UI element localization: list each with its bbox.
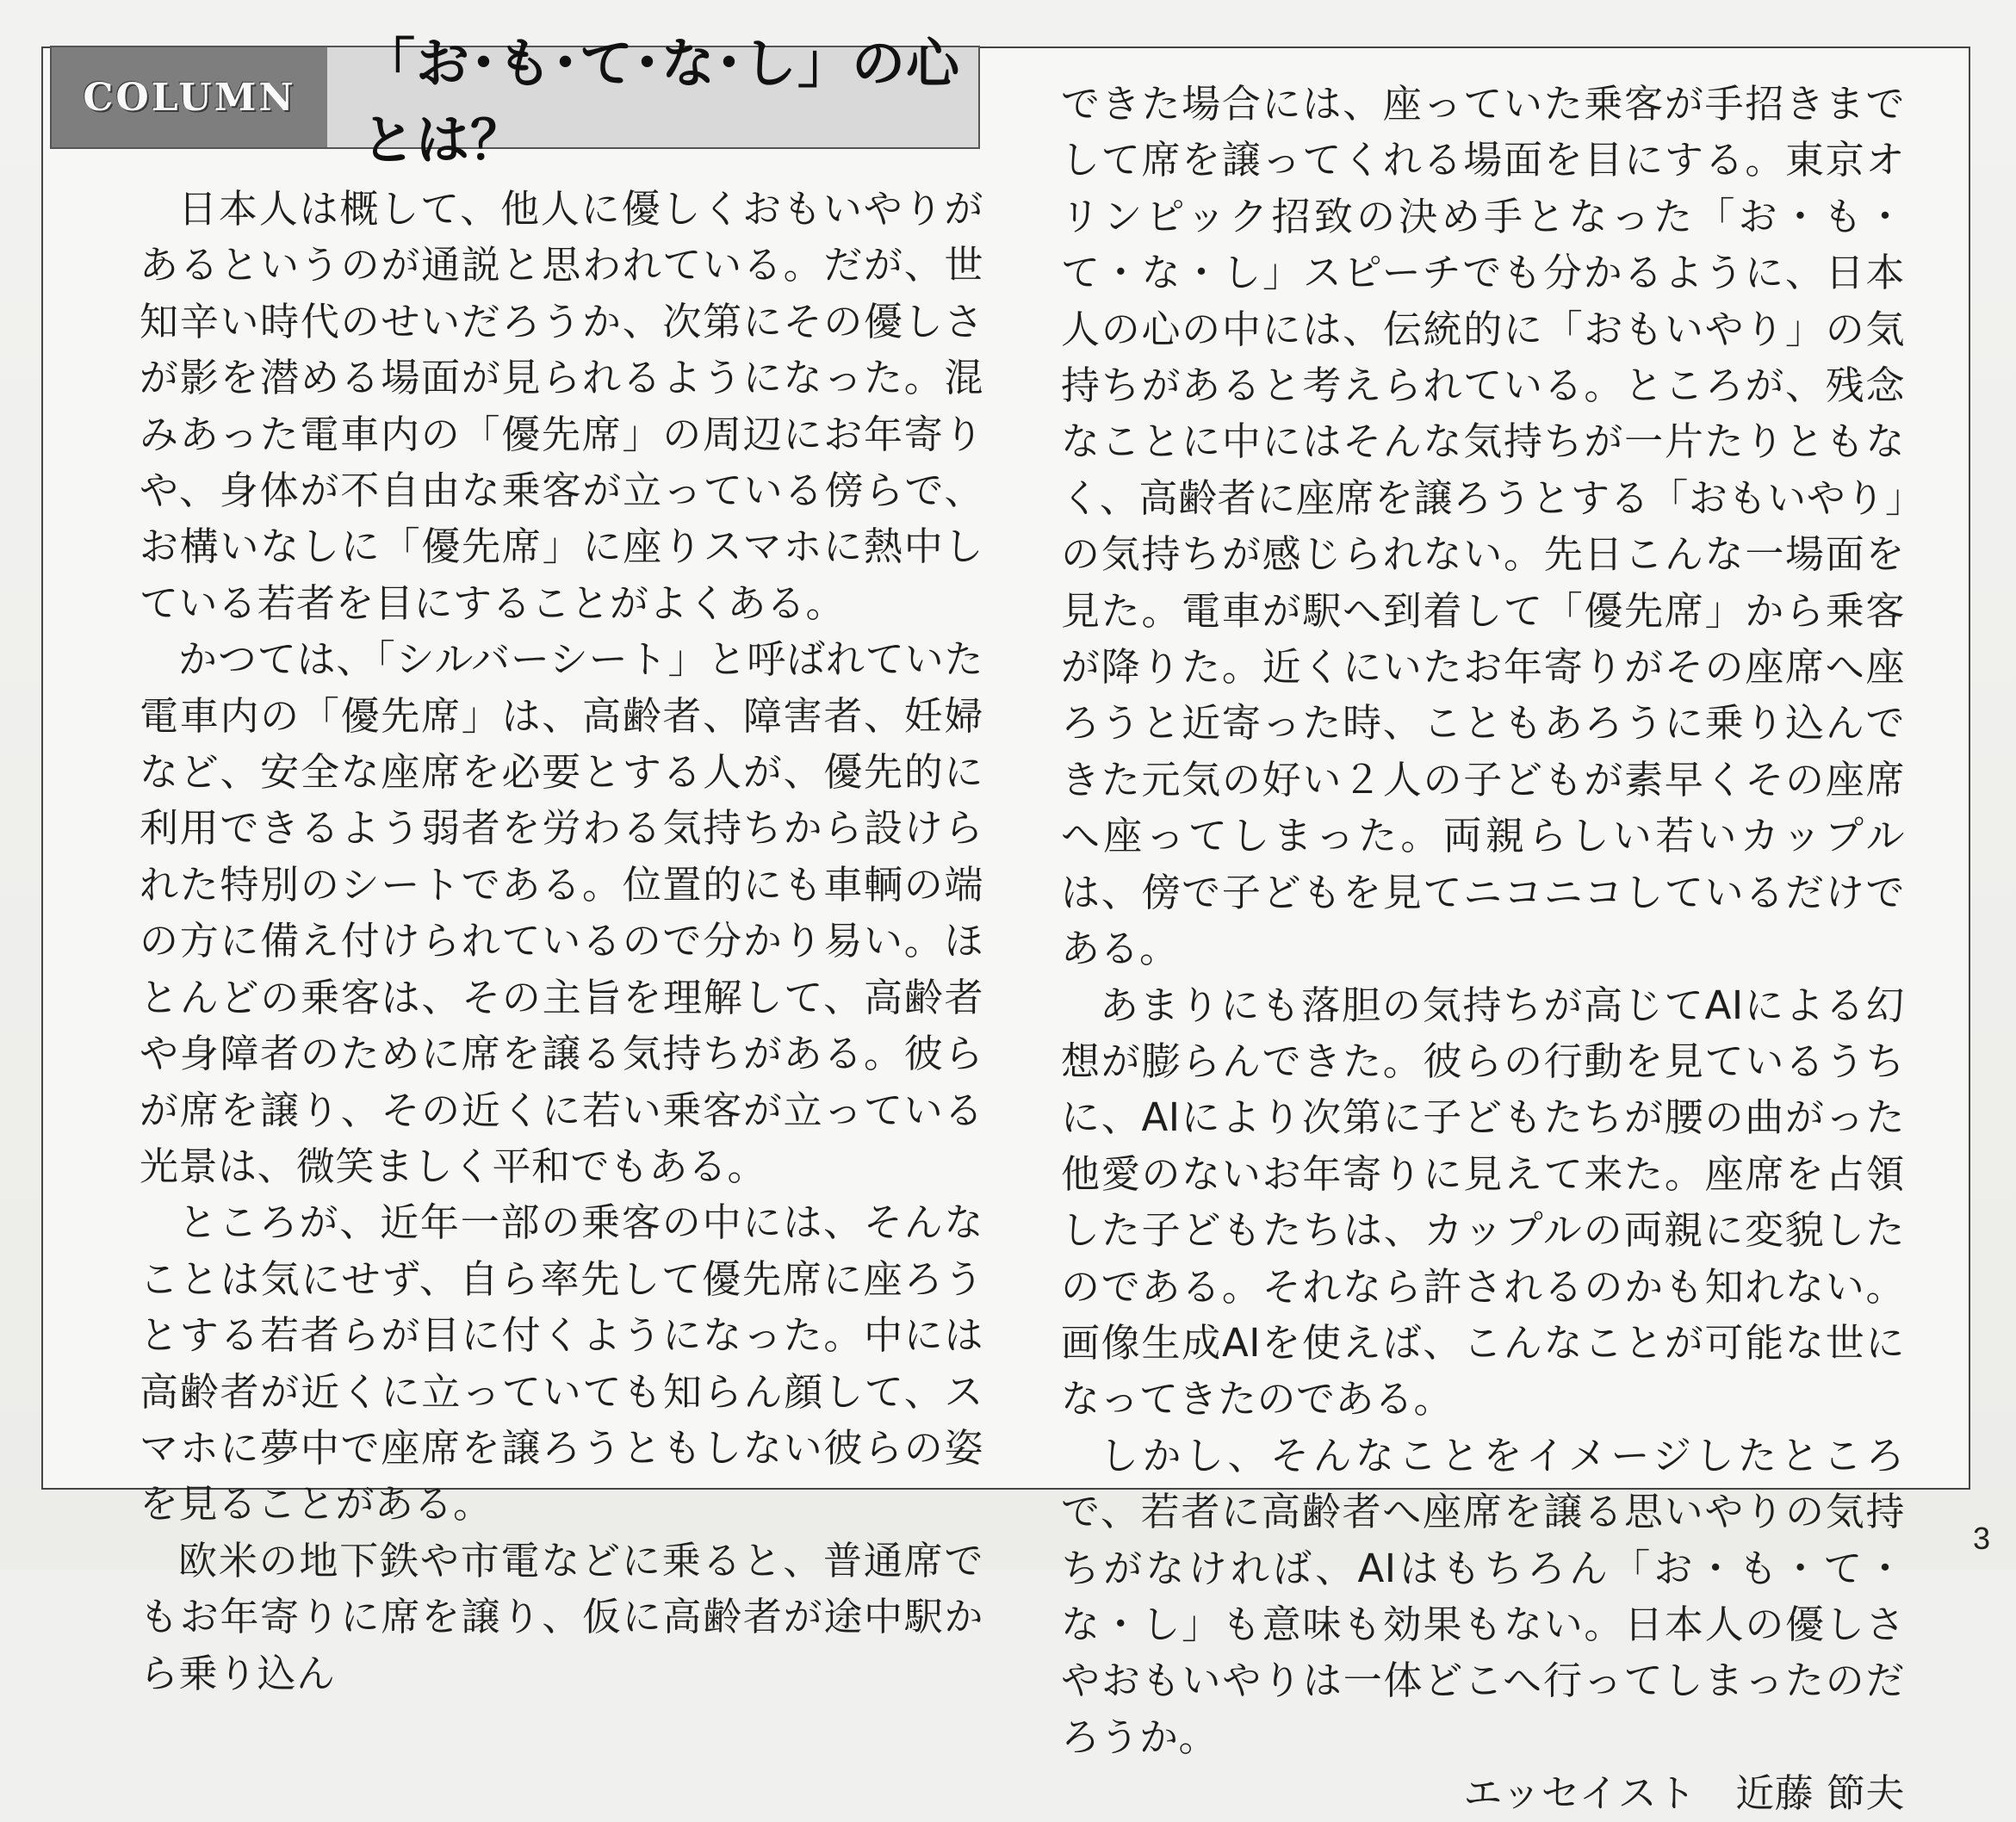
byline-row	[1061, 1765, 1905, 1821]
page-number: 3	[1972, 1521, 1990, 1556]
author-byline: エッセイスト 近藤 節夫	[1463, 1770, 1905, 1817]
column-header	[50, 32, 980, 171]
paragraph: しかし、そんなことをイメージしたところで、若者に高齢者へ座席を譲る思いやりの気持ちがなければ、AIはもちろん「お・も・て・な・し」も意味も効果もない。日本人の優しさやおもいやりは一体どこへ行ってしまったのだろうか。	[1061, 1432, 1905, 1760]
paragraph: かつては、「シルバーシート」と呼ばれていた電車内の「優先席」は、高齢者、障害者、妊婦など、安全な座席を必要とする人が、優先的に利用できるよう弱者を労わる気持ちから設けられた特別のシートである。位置的にも車輌の端の方に備え付けられているので分かり易い。ほとんどの乗客は、その主旨を理解して、高齢者や身障者のために席を譲る気持ちがある。彼らが席を譲り、その近くに若い乗客が立っている光景は、微笑ましく平和でもある。	[140, 636, 983, 1189]
paragraph: 欧米の地下鉄や市電などに乗ると、普通席でもお年寄りに席を譲り、仮に高齢者が途中駅から乗り込ん	[140, 1537, 983, 1696]
paragraph-continuation: できた場合には、座っていた乗客が手招きまでして席を譲ってくれる場面を目にする。東京オリンピック招致の決め手となった「お・も・て・な・し」スピーチでも分かるように、日本人の心の中には、伝統的に「おもいやり」の気持ちがあると考えられている。ところが、残念なことに中にはそんな気持ちが一片たりともなく、高齢者に座席を譲ろうとする「おもいやり」の気持ちが感じられない。先日こんな一場面を見た。電車が駅へ到着して「優先席」から乗客が降りた。近くにいたお年寄りがその座席へ座ろうと近寄った時、こともあろうに乗り込んできた元気の好い２人の子どもが素早くその座席へ座ってしまった。両親らしい若いカップルは、傍で子どもを見てニコニコしているだけである。	[1061, 81, 1905, 972]
paragraph: 日本人は概して、他人に優しくおもいやりがあるというのが通説と思われている。だが、世知辛い時代のせいだろうか、次第にその優しさが影を潜める場面が見られるようになった。混みあった電車内の「優先席」の周辺にお年寄りや、身体が不自由な乗客が立っている傍らで、お構いなしに「優先席」に座りスマホに熱中している若者を目にすることがよくある。	[140, 186, 983, 626]
column-tag: COLUMN	[52, 47, 327, 147]
column-title: 「お･も･て･な･し」の心とは？	[327, 47, 978, 147]
paragraph: ところが、近年一部の乗客の中には、そんなことは気にせず、自ら率先して優先席に座ろうとする若者らが目に付くようになった。中には高齢者が近くに立っていても知らん顔して、スマホに夢中で座席を譲ろうともしない彼らの姿を見ることがある。	[140, 1199, 983, 1528]
right-column	[1061, 76, 1905, 1822]
left-column	[140, 181, 983, 1701]
paragraph: あまりにも落胆の気持ちが高じてAIによる幻想が膨らんできた。彼らの行動を見ているうちに、AIにより次第に子どもたちが腰の曲がった他愛のないお年寄りに見えて来た。座席を占領した子どもたちは、カップルの両親に変貌したのである。それなら許されるのかも知れない。画像生成AIを使えば、こんなことが可能な世になってきたのである。	[1061, 982, 1905, 1422]
